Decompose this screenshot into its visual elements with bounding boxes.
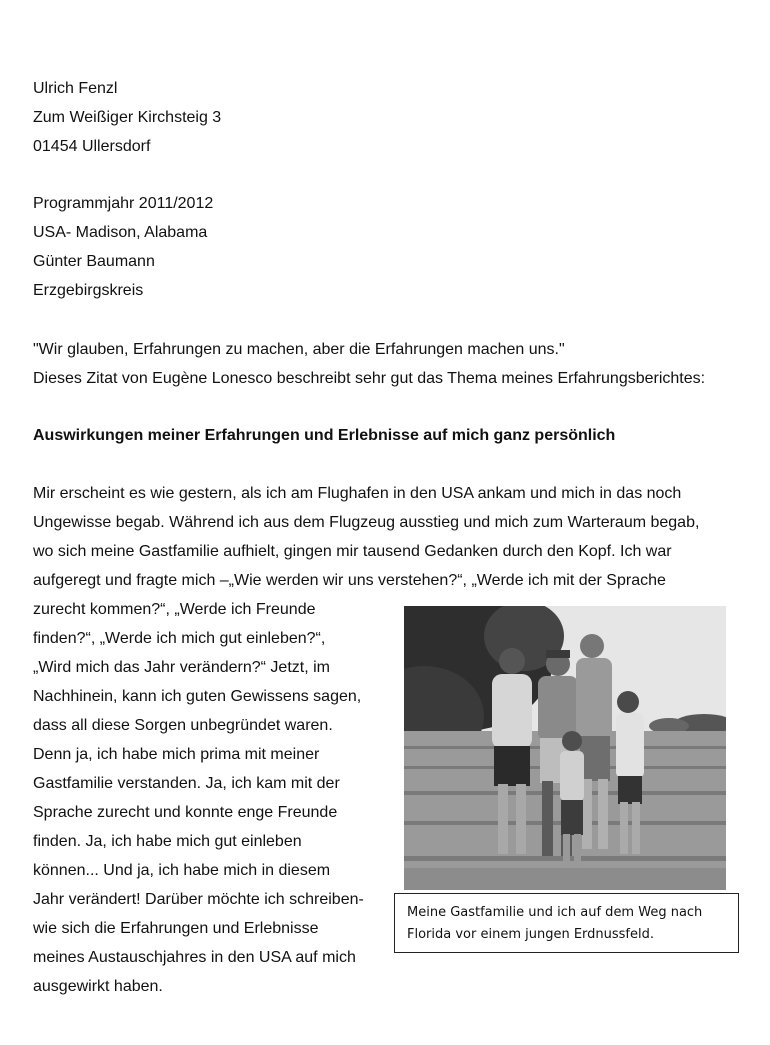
body-line: finden. Ja, ich habe mich gut einleben [33,833,302,850]
caption-line: Meine Gastfamilie und ich auf dem Weg nach [407,905,703,920]
sender-city: 01454 Ullersdorf [33,138,151,155]
body-line: Sprache zurecht und konnte enge Freunde [33,804,338,821]
body-line: Ungewisse begab. Während ich aus dem Flugzeug ausstieg und mich zum Warteraum begab, [33,514,700,531]
family-photo [404,606,726,890]
body-line: zurecht kommen?“, „Werde ich Freunde [33,601,316,618]
body-line: „Wird mich das Jahr verändern?“ Jetzt, im [33,659,330,676]
sender-name: Ulrich Fenzl [33,80,118,97]
section-heading: Auswirkungen meiner Erfahrungen und Erlebnisse auf mich ganz persönlich [33,427,616,444]
body-line: Denn ja, ich habe mich prima mit meiner [33,746,320,763]
body-line: dass all diese Sorgen unbegründet waren. [33,717,333,734]
caption-line: Florida vor einem jungen Erdnussfeld. [407,927,655,942]
body-line: können... Und ja, ich habe mich in diesem [33,862,331,879]
body-line: finden?“, „Werde ich mich gut einleben?“, [33,630,326,647]
quote-attribution: Dieses Zitat von Eugène Lonesco beschreibt sehr gut das Thema meines Erfahrungsberichtes: [33,370,706,387]
body-line: Mir erscheint es wie gestern, als ich am Flughafen in den USA ankam und mich in das noch [33,485,682,502]
body-line: ausgewirkt haben. [33,978,163,995]
sender-street: Zum Weißiger Kirchsteig 3 [33,109,222,126]
body-line: wie sich die Erfahrungen und Erlebnisse [33,920,319,937]
body-line: Nachhinein, kann ich guten Gewissens sagen, [33,688,362,705]
body-line: aufgeregt und fragte mich –„Wie werden wir uns verstehen?“, „Werde ich mit der Sprache [33,572,666,589]
quote-text: "Wir glauben, Erfahrungen zu machen, aber die Erfahrungen machen uns." [33,341,565,358]
body-line: Gastfamilie verstanden. Ja, ich kam mit der [33,775,340,792]
body-line: Jahr verändert! Darüber möchte ich schreiben- [33,891,364,908]
body-line: wo sich meine Gastfamilie aufhielt, gingen mir tausend Gedanken durch den Kopf. Ich war [33,543,672,560]
program-district: Erzgebirgskreis [33,282,144,299]
photo-caption [394,893,739,953]
program-person: Günter Baumann [33,253,155,270]
program-year: Programmjahr 2011/2012 [33,195,214,212]
body-line: meines Austauschjahres in den USA auf mich [33,949,356,966]
program-location: USA- Madison, Alabama [33,224,208,241]
